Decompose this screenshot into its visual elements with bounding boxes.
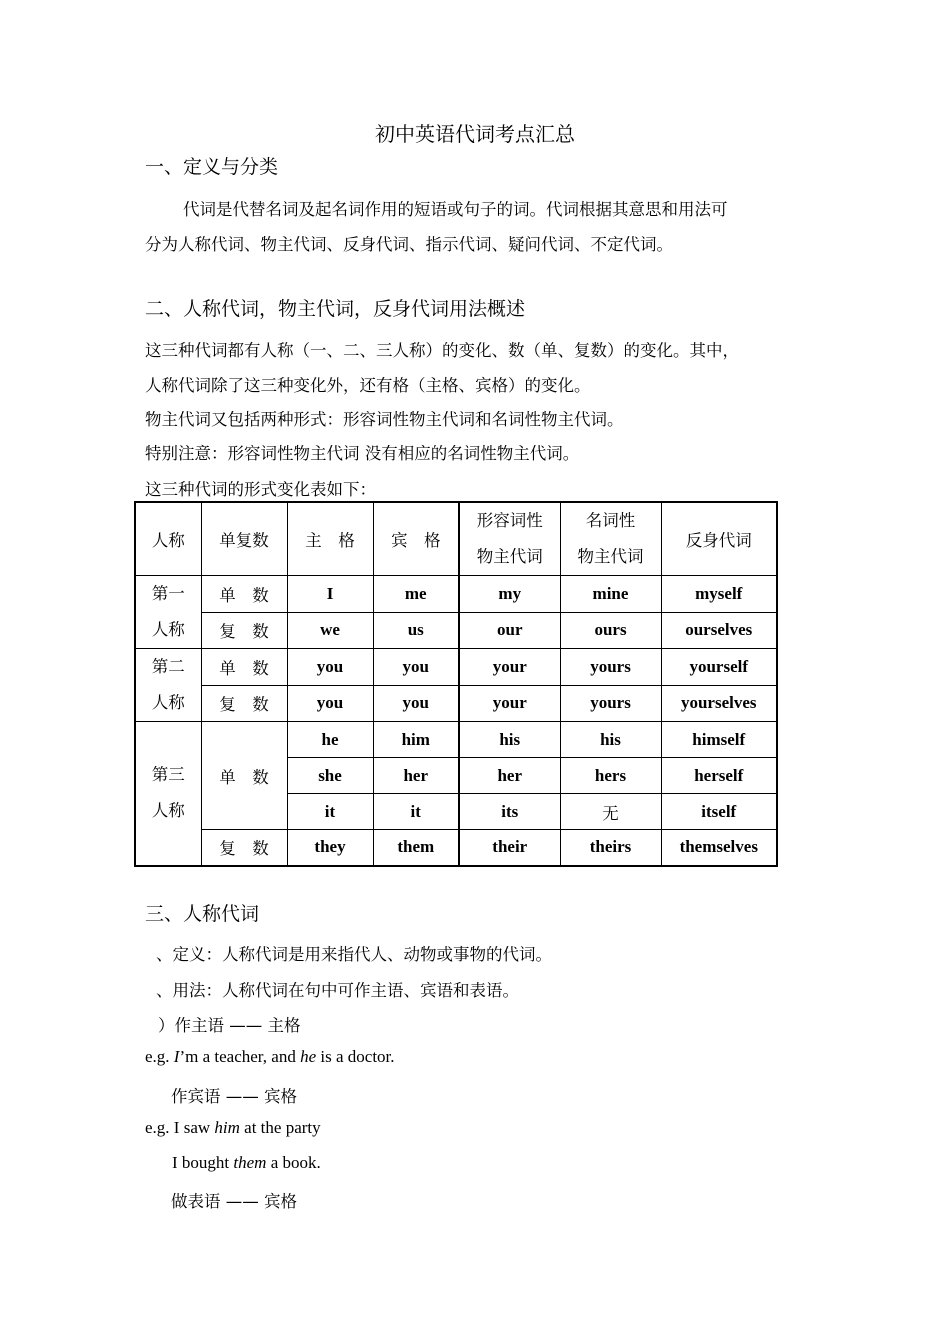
subject-cell: they <box>287 830 373 866</box>
section2-line5: 这三种代词的形式变化表如下： <box>145 480 376 499</box>
section1-heading: 一、定义与分类 <box>145 156 279 178</box>
table-row <box>135 830 777 866</box>
adj-possessive-cell: your <box>459 649 560 686</box>
number-cell: 复 数 <box>201 830 287 866</box>
person-second: 第二 人称 <box>135 649 201 722</box>
section2-line2: 人称代词除了这三种变化外，还有格（主格、宾格）的变化。 <box>145 376 591 395</box>
noun-possessive-cell: theirs <box>560 830 661 866</box>
subject-cell: we <box>287 612 373 649</box>
subject-cell: she <box>287 758 373 794</box>
header-noun-possessive: 名词性 物主代词 <box>560 502 661 576</box>
header-number: 单复数 <box>201 502 287 576</box>
adj-possessive-cell: our <box>459 612 560 649</box>
table-row <box>135 612 777 649</box>
subject-cell: you <box>287 649 373 686</box>
document-title: 初中英语代词考点汇总 <box>375 122 575 146</box>
number-cell: 单 数 <box>201 576 287 613</box>
reflexive-cell: itself <box>661 794 777 830</box>
reflexive-cell: himself <box>661 722 777 758</box>
section3-subheading-predicative: 做表语 —— 宾格 <box>171 1192 297 1211</box>
object-cell: us <box>373 612 459 649</box>
adj-possessive-cell: his <box>459 722 560 758</box>
adj-possessive-cell: her <box>459 758 560 794</box>
reflexive-cell: yourself <box>661 649 777 686</box>
table-row <box>135 685 777 722</box>
noun-possessive-cell: his <box>560 722 661 758</box>
object-cell: them <box>373 830 459 866</box>
number-cell: 单 数 <box>201 722 287 830</box>
person-third: 第三 人称 <box>135 722 201 866</box>
object-cell: you <box>373 685 459 722</box>
subject-cell: he <box>287 722 373 758</box>
object-cell: me <box>373 576 459 613</box>
section3-usage: 、用法：人称代词在句中可作主语、宾语和表语。 <box>156 981 519 1000</box>
pronoun-forms-table <box>134 501 778 867</box>
number-cell: 单 数 <box>201 649 287 686</box>
example-subject-sentence: e.g. I’m a teacher, and he is a doctor. <box>145 1047 395 1066</box>
subject-cell: you <box>287 685 373 722</box>
person-first: 第一 人称 <box>135 576 201 649</box>
example-object-sentence-2: I bought them a book. <box>172 1153 321 1172</box>
reflexive-cell: myself <box>661 576 777 613</box>
header-person: 人称 <box>135 502 201 576</box>
adj-possessive-cell: their <box>459 830 560 866</box>
adj-possessive-cell: its <box>459 794 560 830</box>
section1-paragraph-line1: 代词是代替名词及起名词作用的短语或句子的词。代词根据其意思和用法可 <box>183 200 728 219</box>
section2-heading: 二、人称代词，物主代词，反身代词用法概述 <box>145 298 526 320</box>
header-object-case: 宾 格 <box>373 502 459 576</box>
section3-subheading-object: 作宾语 —— 宾格 <box>171 1087 297 1106</box>
header-adjective-possessive: 形容词性 物主代词 <box>459 502 560 576</box>
section2-line1: 这三种代词都有人称（一、二、三人称）的变化、数（单、复数）的变化。其中， <box>145 341 739 360</box>
number-cell: 复 数 <box>201 685 287 722</box>
example-object-sentence-1: e.g. I saw him at the party <box>145 1118 321 1137</box>
section3-heading: 三、人称代词 <box>145 903 260 925</box>
table-header-row <box>135 502 777 576</box>
table-row <box>135 649 777 686</box>
noun-possessive-cell: ours <box>560 612 661 649</box>
section2-line4: 特别注意：形容词性物主代词 没有相应的名词性物主代词。 <box>145 444 580 463</box>
reflexive-cell: themselves <box>661 830 777 866</box>
adj-possessive-cell: your <box>459 685 560 722</box>
section1-paragraph-line2: 分为人称代词、物主代词、反身代词、指示代词、疑问代词、不定代词。 <box>145 235 673 254</box>
reflexive-cell: ourselves <box>661 612 777 649</box>
noun-possessive-cell: yours <box>560 649 661 686</box>
subject-cell: it <box>287 794 373 830</box>
section3-definition: 、定义：人称代词是用来指代人、动物或事物的代词。 <box>156 945 552 964</box>
adj-possessive-cell: my <box>459 576 560 613</box>
header-reflexive: 反身代词 <box>661 502 777 576</box>
object-cell: him <box>373 722 459 758</box>
table-row <box>135 722 777 758</box>
object-cell: you <box>373 649 459 686</box>
reflexive-cell: herself <box>661 758 777 794</box>
noun-possessive-cell: 无 <box>560 794 661 830</box>
section2-line3: 物主代词又包括两种形式：形容词性物主代词和名词性物主代词。 <box>145 410 624 429</box>
subject-cell: I <box>287 576 373 613</box>
reflexive-cell: yourselves <box>661 685 777 722</box>
header-subject-case: 主 格 <box>287 502 373 576</box>
noun-possessive-cell: hers <box>560 758 661 794</box>
number-cell: 复 数 <box>201 612 287 649</box>
object-cell: her <box>373 758 459 794</box>
noun-possessive-cell: yours <box>560 685 661 722</box>
section3-subheading-subject: ）作主语 —— 主格 <box>158 1016 301 1035</box>
table-row <box>135 576 777 613</box>
noun-possessive-cell: mine <box>560 576 661 613</box>
object-cell: it <box>373 794 459 830</box>
